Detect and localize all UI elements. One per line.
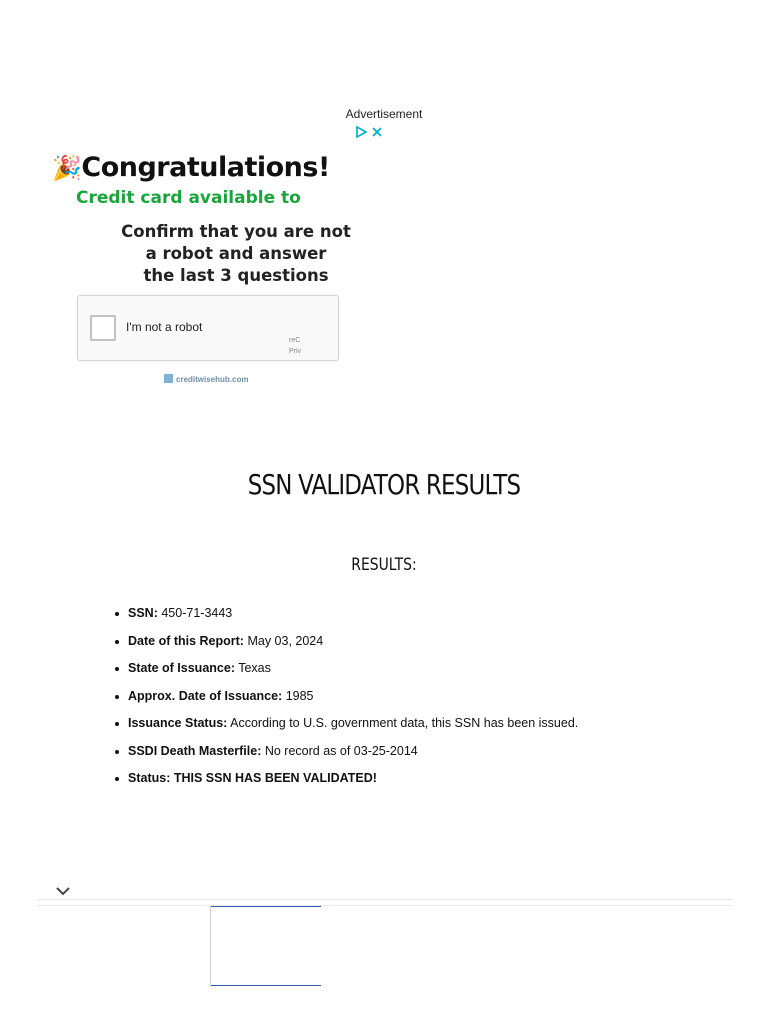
list-item <box>112 713 578 741</box>
result-value: Texas <box>238 661 271 675</box>
captcha-brand: reC <box>289 337 301 344</box>
party-popper-icon: 🎉 <box>52 154 82 182</box>
advertisement-label: Advertisement <box>345 107 423 121</box>
list-item <box>112 741 578 769</box>
ad-creative[interactable] <box>50 148 351 393</box>
result-key: Status: <box>128 771 171 785</box>
chevron-down-icon[interactable] <box>54 884 72 898</box>
adchoices-play-icon[interactable] <box>355 126 367 138</box>
result-key: State of Issuance: <box>128 661 235 675</box>
result-key: SSDI Death Masterfile: <box>128 743 262 758</box>
captcha-label: I'm not a robot <box>126 320 203 334</box>
captcha-checkbox[interactable] <box>90 315 116 341</box>
ad-domain-text: creditwisehub.com <box>176 375 249 384</box>
results-list <box>112 603 578 796</box>
result-value: 450-71-3443 <box>161 606 233 620</box>
adchoices[interactable] <box>355 124 383 140</box>
list-item <box>112 603 578 631</box>
result-value: No record as of 03-25-2014 <box>264 743 418 758</box>
result-value: May 03, 2024 <box>247 633 324 648</box>
ad-confirm-line: Confirm that you are not <box>121 222 351 241</box>
result-key: SSN: <box>128 606 158 620</box>
result-value: 1985 <box>285 688 314 703</box>
sticky-bar-divider <box>37 905 733 906</box>
results-heading: RESULTS: <box>351 555 417 575</box>
domain-logo-icon <box>164 374 173 383</box>
bottom-ad-frame[interactable] <box>210 906 321 986</box>
ad-domain[interactable] <box>164 374 248 384</box>
list-item <box>112 658 578 686</box>
list-item <box>112 631 578 659</box>
ad-confirm-text <box>86 221 386 287</box>
captcha-box[interactable] <box>77 295 339 361</box>
ad-headline-text: Congratulations! <box>81 152 330 183</box>
ad-headline <box>52 152 330 183</box>
captcha-privacy: Priv <box>289 348 302 355</box>
page-title: SSN VALIDATOR RESULTS <box>247 468 521 501</box>
close-icon[interactable] <box>371 126 383 138</box>
list-item <box>112 768 578 796</box>
ad-confirm-line: the last 3 questions <box>143 266 329 285</box>
sticky-bar-divider <box>37 899 733 900</box>
ad-subline: Credit card available to <box>76 188 301 208</box>
list-item <box>112 686 578 714</box>
frame-top-border <box>211 906 321 907</box>
ad-confirm-line: a robot and answer <box>145 244 327 263</box>
frame-bottom-border <box>211 985 321 986</box>
result-value: THIS SSN HAS BEEN VALIDATED! <box>173 771 377 785</box>
result-key: Issuance Status: <box>128 716 228 730</box>
result-value: According to U.S. government data, this SSN has been issued. <box>230 716 579 730</box>
result-key: Approx. Date of Issuance: <box>128 688 283 703</box>
result-key: Date of this Report: <box>128 633 244 648</box>
